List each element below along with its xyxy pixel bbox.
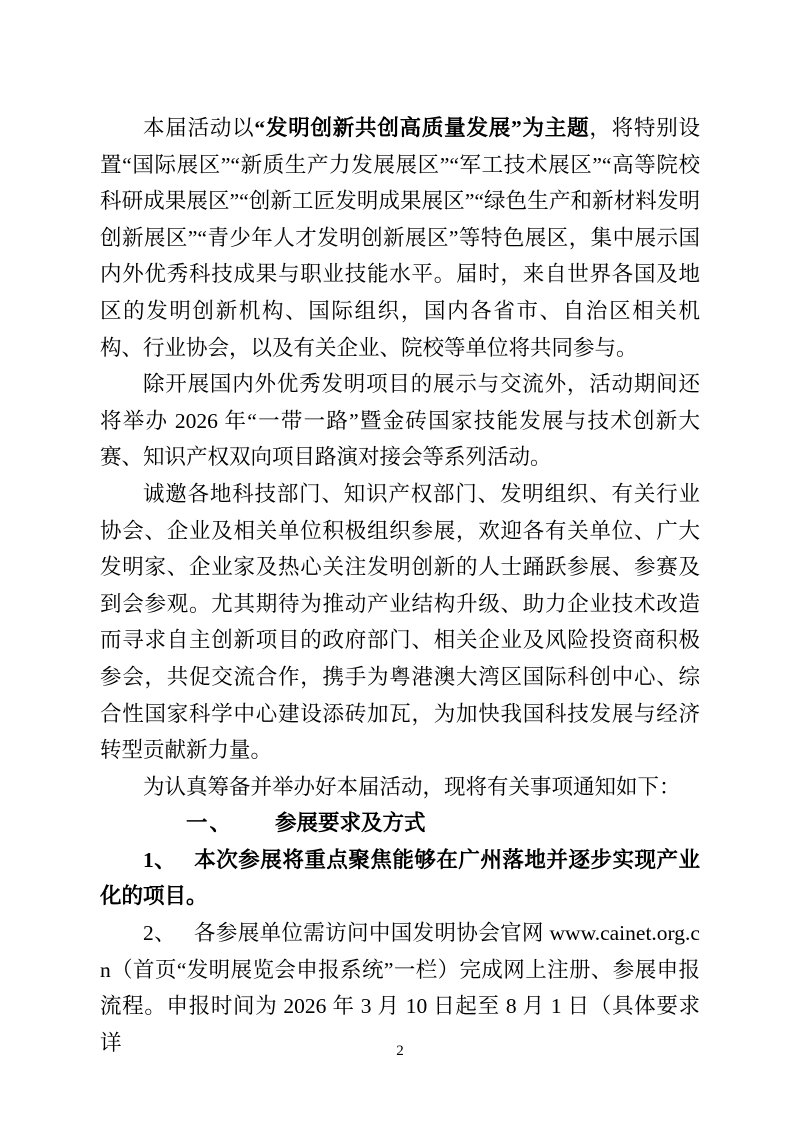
- website-url: www.cainet.org.cn: [100, 921, 700, 982]
- list-item-1-number: 1、: [143, 847, 177, 872]
- section-heading-1: [100, 805, 700, 842]
- paragraph-invitation: 诚邀各地科技部门、知识产权部门、发明组织、有关行业协会、企业及相关单位积极组织参展，欢迎各有关单位、广大发明家、企业家及热心关注发明创新的人士踊跃参展、参赛及到会参观。尤其期待为推动产业结构升级、助力企业技术改造而寻求自主创新项目的政府部门、相关企业及风险投资商积极参会，共促交流合作，携手为粤港澳大湾区国际科创中心、综合性国家科学中心建设添砖加瓦，为加快我国科技发展与经济转型贡献新力量。: [100, 481, 700, 763]
- theme-rest-text: ，将特别设置“国际展区”“新质生产力发展展区”“军工技术展区”“高等院校科研成果展区”“创新工匠发明成果展区”“绿色生产和新材料发明创新展区”“青少年人才发明创新展区”等特色展区，集中展示国内外优秀科技成果与职业技能水平。届时，来自世界各国及地区的发明创新机构、国际组织，国内各省市、自治区相关机构、行业协会，以及有关企业、院校等单位将共同参与。: [100, 116, 700, 360]
- document-body: [100, 110, 700, 1061]
- list-item-2-text-after-url: （首页“发明展览会申报系统”一栏）完成网上注册、参展申报流程。申报时间为 2026 年 3 月 10 日起至 8 月 1 日（具体要求详: [100, 957, 700, 1055]
- section-heading-title: 参展要求及方式: [275, 811, 426, 836]
- paragraph-activities: 除开展国内外优秀发明项目的展示与交流外，活动期间还将举办 2026 年“一带一路”暨金砖国家技能发展与技术创新大赛、知识产权双向项目路演对接会等系列活动。: [100, 372, 700, 470]
- theme-bold-text: “发明创新共创高质量发展”为主题: [254, 116, 590, 140]
- theme-lead-text: 本届活动以: [143, 116, 255, 140]
- paragraph-theme: [100, 110, 700, 366]
- section-heading-number: 一、: [186, 811, 234, 836]
- list-item-2-text-before-url: 各参展单位需访问中国发明协会官网: [193, 921, 550, 946]
- list-item-1-text: 本次参展将重点聚焦能够在广州落地并逐步实现产业化的项目。: [100, 847, 700, 909]
- list-item-1: [100, 842, 700, 915]
- paragraph-preamble: 为认真筹备并举办好本届活动，现将有关事项通知如下：: [143, 774, 681, 799]
- page-number: 2: [396, 1043, 404, 1059]
- list-item-2-number: 2、: [143, 921, 176, 946]
